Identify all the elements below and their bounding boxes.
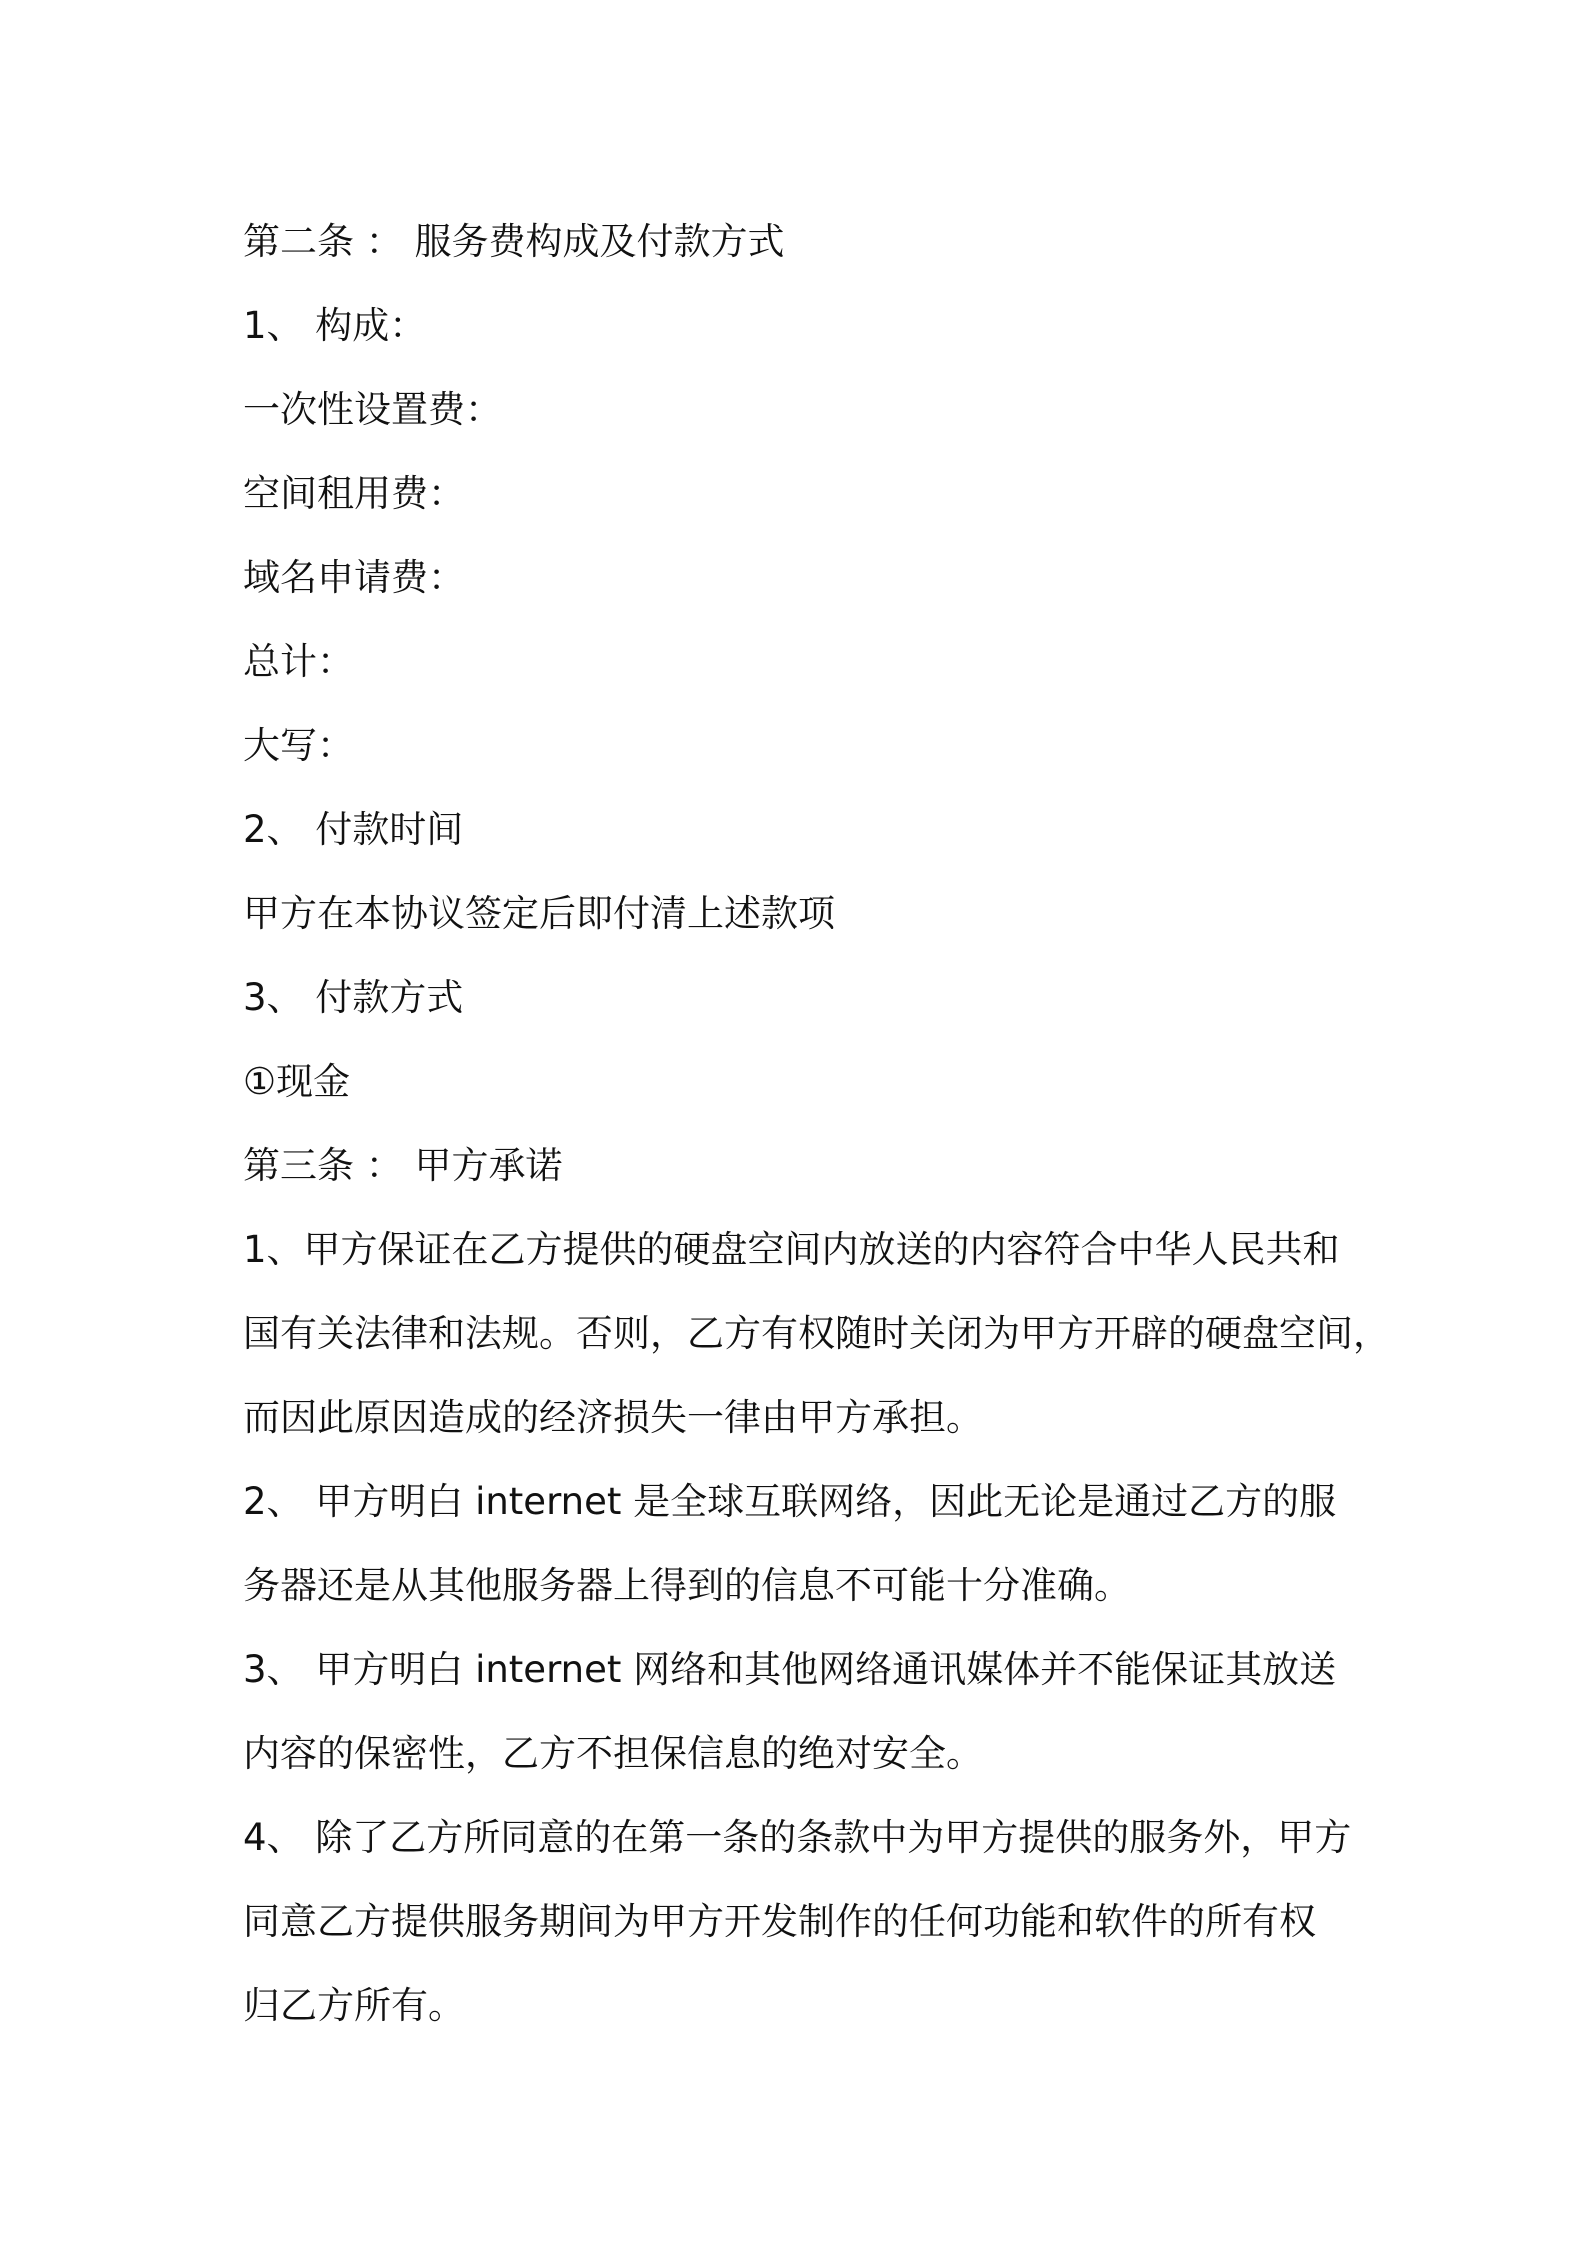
clause-2-row: 务器还是从其他服务器上得到的信息不可能十分准确。 xyxy=(243,1564,1131,1607)
clause-2 xyxy=(243,1460,1363,1628)
article-2-heading: 第二条 ： 服务费构成及付款方式 xyxy=(243,220,785,263)
setup-fee-line: 一次性设置费： xyxy=(243,388,502,431)
document-body xyxy=(243,200,1390,2048)
item-composition: 1、 构成： xyxy=(243,304,427,347)
clause-4-row: 同意乙方提供服务期间为甲方开发制作的任何功能和软件的所有权 xyxy=(243,1900,1316,1943)
amount-in-words-line: 大写： xyxy=(243,724,354,767)
clause-1-row: 国有关法律和法规。否则，乙方有权随时关闭为甲方开辟的硬盘空间， xyxy=(243,1312,1390,1355)
clause-4-row: 归乙方所有。 xyxy=(243,1984,465,2027)
clause-3-row: 内容的保密性，乙方不担保信息的绝对安全。 xyxy=(243,1732,983,1775)
clause-1-row: 而因此原因造成的经济损失一律由甲方承担。 xyxy=(243,1396,983,1439)
clause-2-row: 2、 甲方明白 internet 是全球互联网络，因此无论是通过乙方的服 xyxy=(243,1480,1337,1523)
article-3-heading: 第三条 ： 甲方承诺 xyxy=(243,1144,563,1187)
payment-time-text: 甲方在本协议签定后即付清上述款项 xyxy=(243,892,835,935)
clause-3 xyxy=(243,1628,1363,1796)
space-rental-fee-line: 空间租用费： xyxy=(243,472,465,515)
item-payment-method: 3、 付款方式 xyxy=(243,976,464,1019)
item-payment-time: 2、 付款时间 xyxy=(243,808,464,851)
clause-1-row: 1、甲方保证在乙方提供的硬盘空间内放送的内容符合中华人民共和 xyxy=(243,1228,1340,1271)
payment-method-cash: ①现金 xyxy=(243,1060,351,1103)
total-line: 总计： xyxy=(243,640,354,683)
clause-4 xyxy=(243,1796,1363,2048)
domain-fee-line: 域名申请费： xyxy=(243,556,465,599)
clause-3-row: 3、 甲方明白 internet 网络和其他网络通讯媒体并不能保证其放送 xyxy=(243,1648,1337,1691)
clause-1 xyxy=(243,1208,1390,1460)
clause-4-row: 4、 除了乙方所同意的在第一条的条款中为甲方提供的服务外，甲方 xyxy=(243,1816,1352,1859)
